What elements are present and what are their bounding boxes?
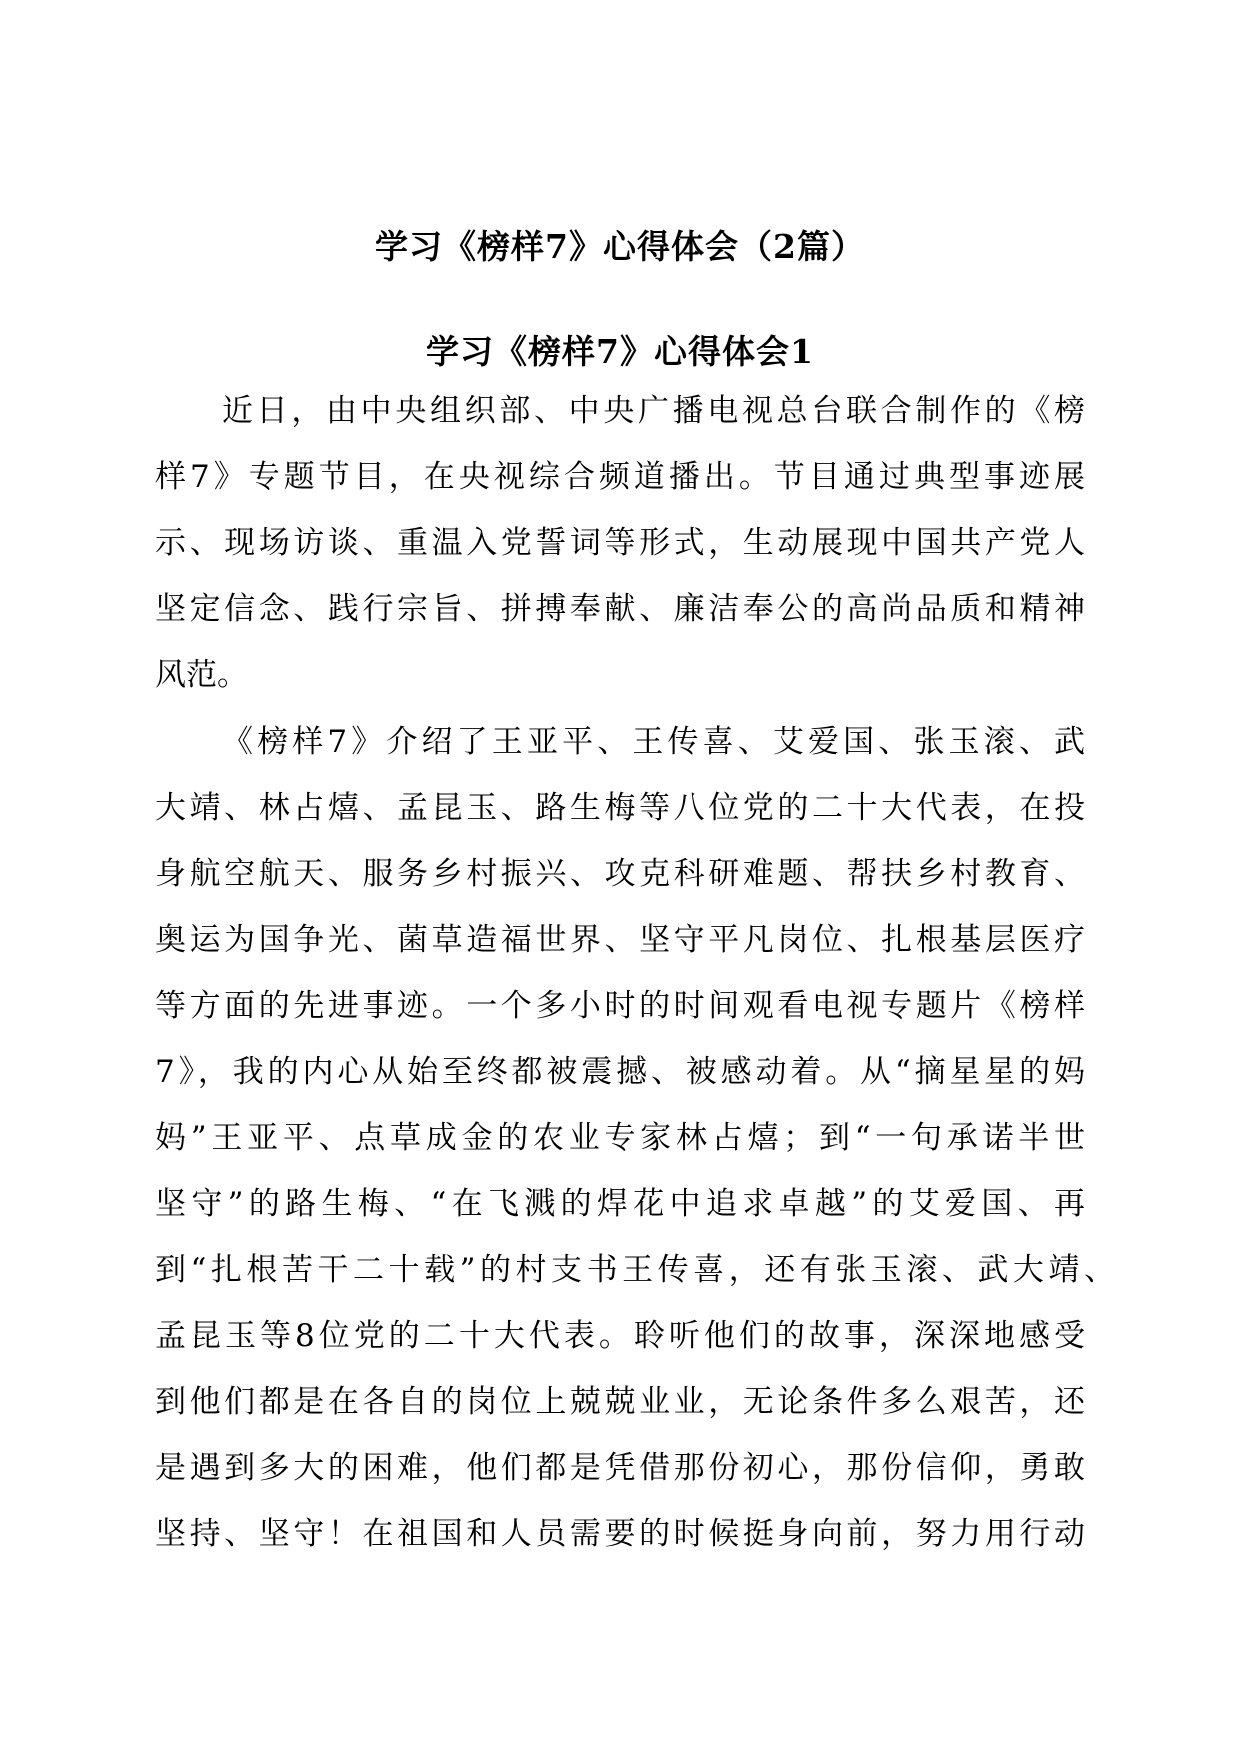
paragraph-1-line: 样7》专题节目，在央视综合频道播出。节目通过典型事迹展: [155, 459, 1085, 495]
paragraph-2-line: 坚守”的路生梅、“在飞溅的焊花中追求卓越”的艾爱国、再: [155, 1186, 1085, 1222]
paragraph-2-line: 妈”王亚平、点草成金的农业专家林占熺；到“一句承诺半世: [155, 1120, 1085, 1156]
document-title: 学习《榜样7》心得体会（2篇）: [375, 227, 865, 266]
paragraph-1-line: 坚定信念、践行宗旨、拼搏奉献、廉洁奉公的高尚品质和精神: [155, 591, 1085, 627]
paragraph-1-line: 近日，由中央组织部、中央广播电视总台联合制作的《榜: [222, 393, 1085, 429]
paragraph-2-line: 坚持、坚守！在祖国和人员需要的时候挺身向前，努力用行动: [155, 1516, 1085, 1552]
paragraph-1-line: 风范。: [155, 657, 248, 693]
paragraph-2-line: 到他们都是在各自的岗位上兢兢业业，无论条件多么艰苦，还: [155, 1384, 1085, 1420]
paragraph-2-line: 7》，我的内心从始至终都被震撼、被感动着。从“摘星星的妈: [155, 1054, 1085, 1090]
paragraph-2-line: 等方面的先进事迹。一个多小时的时间观看电视专题片《榜样: [155, 988, 1085, 1024]
paragraph-2-line: 《榜样7》介绍了王亚平、王传喜、艾爱国、张玉滚、武: [222, 724, 1085, 760]
paragraph-2-line: 是遇到多大的困难，他们都是凭借那份初心，那份信仰，勇敢: [155, 1450, 1085, 1486]
paragraph-2-line: 奥运为国争光、菌草造福世界、坚守平凡岗位、扎根基层医疗: [155, 922, 1085, 958]
paragraph-2-line: 孟昆玉等8位党的二十大代表。聆听他们的故事，深深地感受: [155, 1318, 1085, 1354]
paragraph-1-line: 示、现场访谈、重温入党誓词等形式，生动展现中国共产党人: [155, 525, 1085, 561]
paragraph-2-line: 身航空航天、服务乡村振兴、攻克科研难题、帮扶乡村教育、: [155, 856, 1085, 892]
paragraph-2-line: 到“扎根苦干二十载”的村支书王传喜，还有张玉滚、武大靖、: [155, 1252, 1115, 1288]
section-title: 学习《榜样7》心得体会1: [426, 332, 814, 371]
paragraph-2-line: 大靖、林占熺、孟昆玉、路生梅等八位党的二十大代表，在投: [155, 790, 1085, 826]
